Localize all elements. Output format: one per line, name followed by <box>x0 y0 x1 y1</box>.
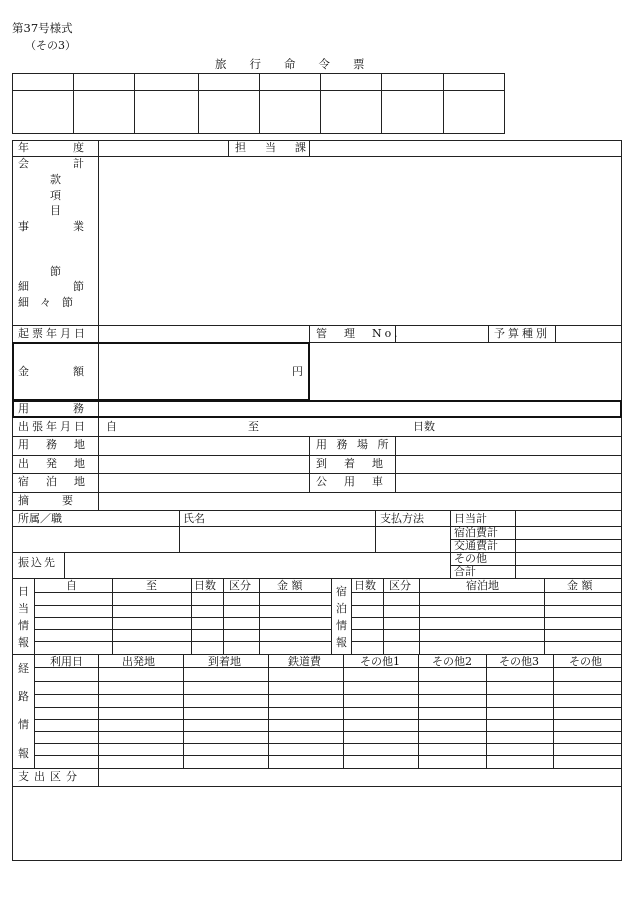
cost-other: その他 <box>454 552 487 565</box>
lodge-h-place: 宿泊地 <box>466 579 499 592</box>
jigyo-label: 事 業 <box>18 220 84 233</box>
daily-h-from: 自 <box>66 579 77 592</box>
duty-label: 用 務 <box>18 402 84 415</box>
daily-side-3: 報 <box>18 636 29 649</box>
route-h-other3: その他3 <box>499 655 539 668</box>
note-label: 摘 要 <box>18 494 73 507</box>
route-h-other: その他 <box>569 655 602 668</box>
saisaisetsu-label: 細 々 節 <box>18 296 73 309</box>
lodge-side-1: 泊 <box>336 602 347 615</box>
budget-type-label: 予算種別 <box>494 327 550 340</box>
daily-side-2: 情 <box>18 619 29 632</box>
route-h-rail: 鉄道費 <box>288 655 321 668</box>
lodge-h-days: 日数 <box>354 579 376 592</box>
main-form-frame <box>12 140 622 861</box>
route-h-other2: その他2 <box>432 655 472 668</box>
payment-method-label: 支払方法 <box>380 512 424 525</box>
place-left-1: 出 発 地 <box>18 457 88 470</box>
trip-to: 至 <box>248 420 259 433</box>
form-title: 旅 行 命 令 票 <box>215 57 365 71</box>
bank-label: 振込先 <box>18 556 57 569</box>
setsu-label: 節 <box>50 265 61 278</box>
lodge-side-3: 報 <box>336 636 347 649</box>
trip-from: 自 <box>106 420 117 433</box>
kou-label: 項 <box>50 189 61 202</box>
kan-label: 款 <box>50 173 61 186</box>
cost-lodging-total: 宿泊費計 <box>454 526 498 539</box>
trip-date-label: 出張年月日 <box>18 420 88 433</box>
place-left-0: 用 務 地 <box>18 438 88 451</box>
form-number: 第37号様式 <box>12 21 73 35</box>
route-h-arrive: 到着地 <box>208 655 241 668</box>
amount-label: 金 額 <box>18 365 84 378</box>
place-right-2: 公 用 車 <box>316 475 386 488</box>
daily-side-1: 当 <box>18 602 29 615</box>
issue-date-label: 起票年月日 <box>18 327 88 340</box>
dept-label: 担 当 課 <box>235 141 310 154</box>
place-right-1: 到 着 地 <box>316 457 386 470</box>
place-right-0: 用 務 場 所 <box>316 438 392 451</box>
account-label: 会 計 <box>18 157 84 170</box>
daily-h-type: 区分 <box>229 579 251 592</box>
name-label: 氏名 <box>183 512 205 525</box>
duty-box <box>12 400 622 418</box>
moku-label: 目 <box>50 204 61 217</box>
daily-h-to: 至 <box>146 579 157 592</box>
daily-h-days: 日数 <box>194 579 216 592</box>
route-h-date: 利用日 <box>50 655 83 668</box>
trip-days: 日数 <box>413 420 435 433</box>
lodge-h-amount: 金 額 <box>567 579 593 592</box>
route-side-1: 路 <box>18 690 29 703</box>
form-sub: （その3） <box>25 39 76 52</box>
expense-label: 支出区分 <box>18 770 82 783</box>
yen-unit: 円 <box>292 365 303 378</box>
route-h-other1: その他1 <box>360 655 400 668</box>
affiliation-label: 所属／職 <box>18 512 62 525</box>
lodge-side-0: 宿 <box>336 585 347 598</box>
cost-transport-total: 交通費計 <box>454 539 498 552</box>
saisetsu-label: 細 節 <box>18 280 84 293</box>
mgmt-no-label: 管 理 No. <box>316 327 401 340</box>
daily-h-amount: 金 額 <box>277 579 303 592</box>
cost-daily-total: 日当計 <box>454 512 487 525</box>
route-h-depart: 出発地 <box>122 655 155 668</box>
cost-grand-total: 合計 <box>454 565 476 578</box>
place-left-2: 宿 泊 地 <box>18 475 88 488</box>
route-side-2: 情 <box>18 718 29 731</box>
daily-side-0: 日 <box>18 585 29 598</box>
route-side-3: 報 <box>18 747 29 760</box>
lodge-side-2: 情 <box>336 619 347 632</box>
route-side-0: 経 <box>18 662 29 675</box>
fiscal-year-label: 年 度 <box>18 141 84 154</box>
lodge-h-type: 区分 <box>389 579 411 592</box>
